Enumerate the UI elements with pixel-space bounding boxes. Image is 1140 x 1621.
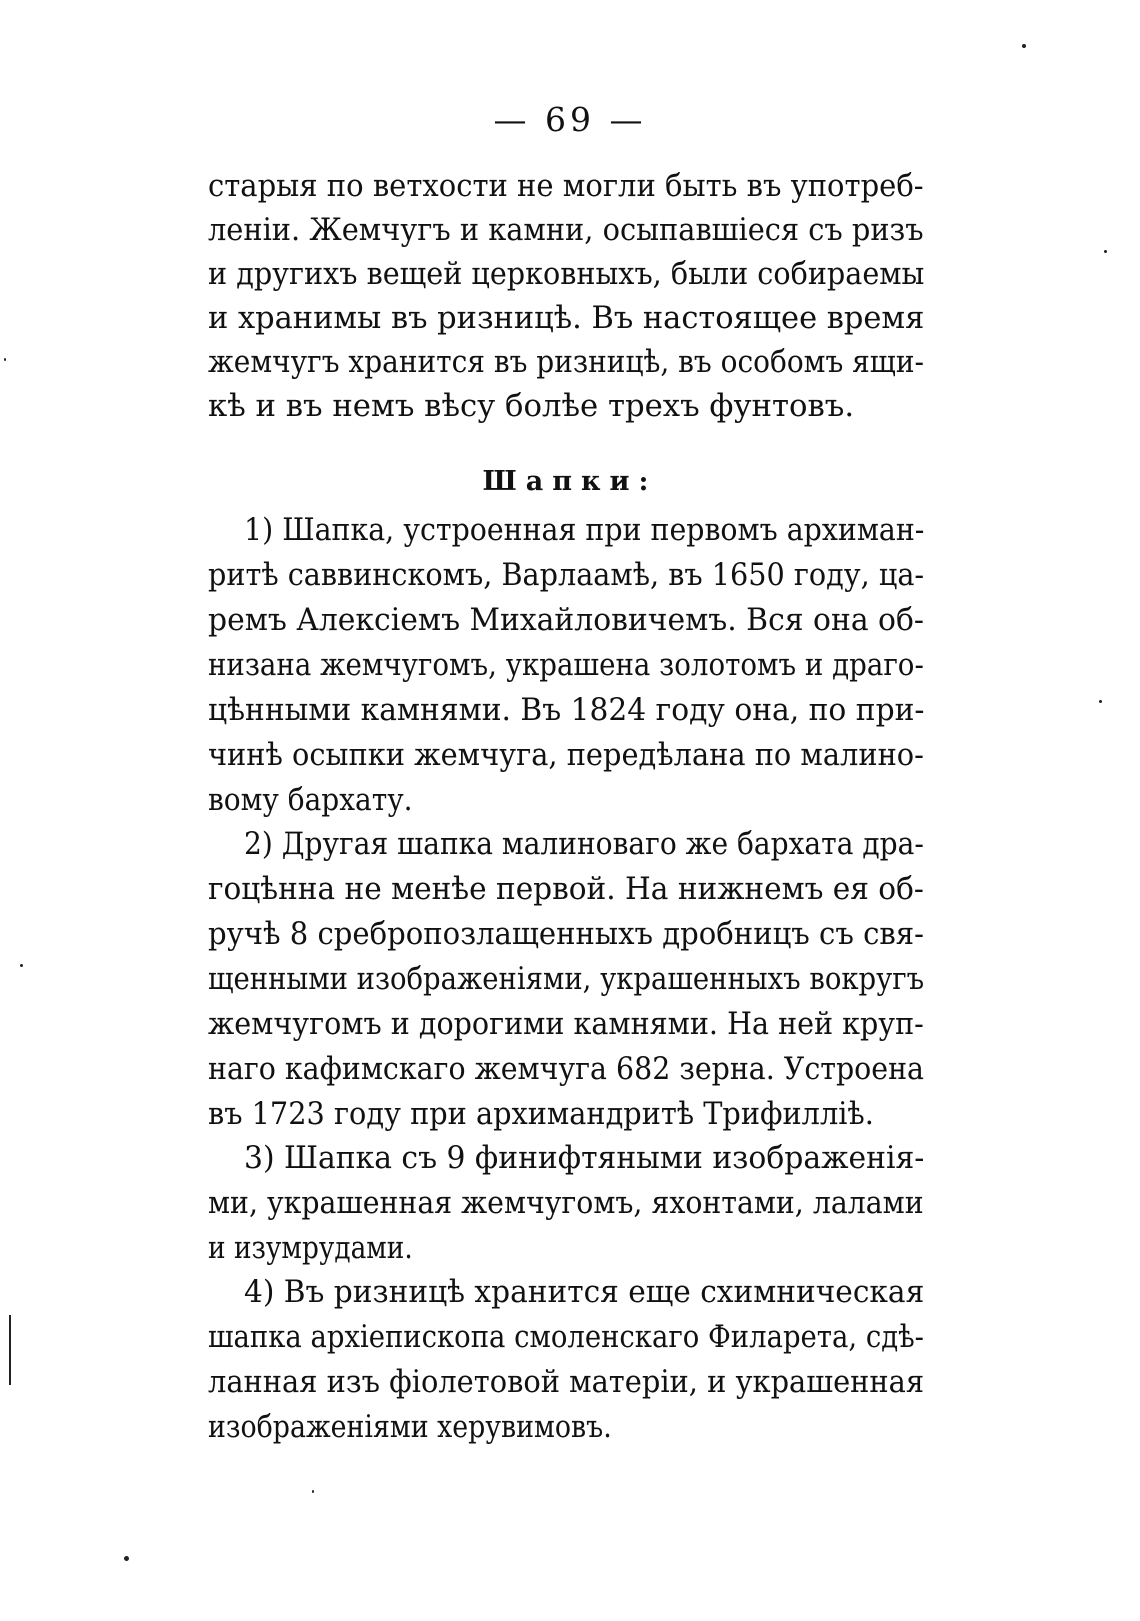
text-line: ремъ Алексіемъ Михайловичемъ. Вся она об-	[208, 602, 925, 638]
text-line: 2) Другая шапка малиноваго же бархата дра-	[244, 826, 924, 862]
text-line: жемчугъ хранится въ ризницѣ, въ особомъ ящи-	[208, 344, 924, 380]
text-line: гоцѣнна не менѣе первой. На нижнемъ ея об-	[208, 871, 924, 907]
text-line: чинѣ осыпки жемчуга, передѣлана по малино-	[208, 737, 924, 773]
text-line: щенными изображеніями, украшенныхъ вокругъ	[208, 961, 925, 997]
ink-speck	[124, 1556, 129, 1561]
ink-speck	[4, 358, 6, 361]
text-line: низана жемчугомъ, украшена золотомъ и драго-	[208, 647, 924, 683]
text-line: шапка архіепископа смоленскаго Филарета, сдѣ-	[208, 1319, 924, 1355]
section-heading-text: Шапки:	[482, 466, 658, 497]
text-line: 1) Шапка, устроенная при первомъ архиман-	[244, 512, 925, 548]
text-line: 4) Въ ризницѣ хранится еще схимническая	[244, 1274, 925, 1310]
text-line: ритѣ саввинскомъ, Варлаамѣ, въ 1650 году, ца-	[208, 557, 925, 593]
ink-speck	[1022, 44, 1026, 48]
text-line: леніи. Жемчугъ и камни, осыпавшіеся съ ризъ	[208, 212, 924, 248]
text-line: ручѣ 8 сребропозлащенныхъ дробницъ съ свя-	[208, 916, 924, 952]
text-line: и изумрудами.	[208, 1230, 413, 1266]
section-heading	[0, 466, 1140, 497]
text-line: наго кафимскаго жемчуга 682 зерна. Устроена	[208, 1051, 924, 1087]
text-line: жемчугомъ и дорогими камнями. На ней круп-	[208, 1006, 924, 1042]
text-line: и другихъ вещей церковныхъ, были собираемы	[208, 256, 925, 292]
ink-speck	[20, 964, 23, 967]
text-line: изображеніями херувимовъ.	[208, 1409, 612, 1445]
text-line: въ 1723 году при архимандритѣ Трифиллiѣ.	[208, 1096, 874, 1132]
text-line: цѣнными камнями. Въ 1824 году она, по при-	[208, 692, 925, 728]
text-line: кѣ и въ немъ вѣсу болѣе трехъ фунтовъ.	[208, 388, 855, 424]
ink-speck	[1099, 700, 1102, 703]
text-line: ми, украшенная жемчугомъ, яхонтами, лалами	[208, 1185, 924, 1221]
page-number: — 69 —	[493, 100, 647, 139]
text-line: вому бархату.	[208, 782, 413, 818]
ink-speck	[1104, 250, 1107, 253]
text-line: 3) Шапка съ 9 финифтяными изображенія-	[244, 1140, 925, 1176]
text-line: старыя по ветхости не могли быть въ употреб-	[208, 168, 924, 204]
margin-mark	[9, 1315, 11, 1385]
ink-speck	[312, 1490, 314, 1493]
text-line: и хранимы въ ризницѣ. Въ настоящее время	[208, 300, 925, 336]
text-line: ланная изъ фіолетовой матеріи, и украшенная	[208, 1364, 925, 1400]
